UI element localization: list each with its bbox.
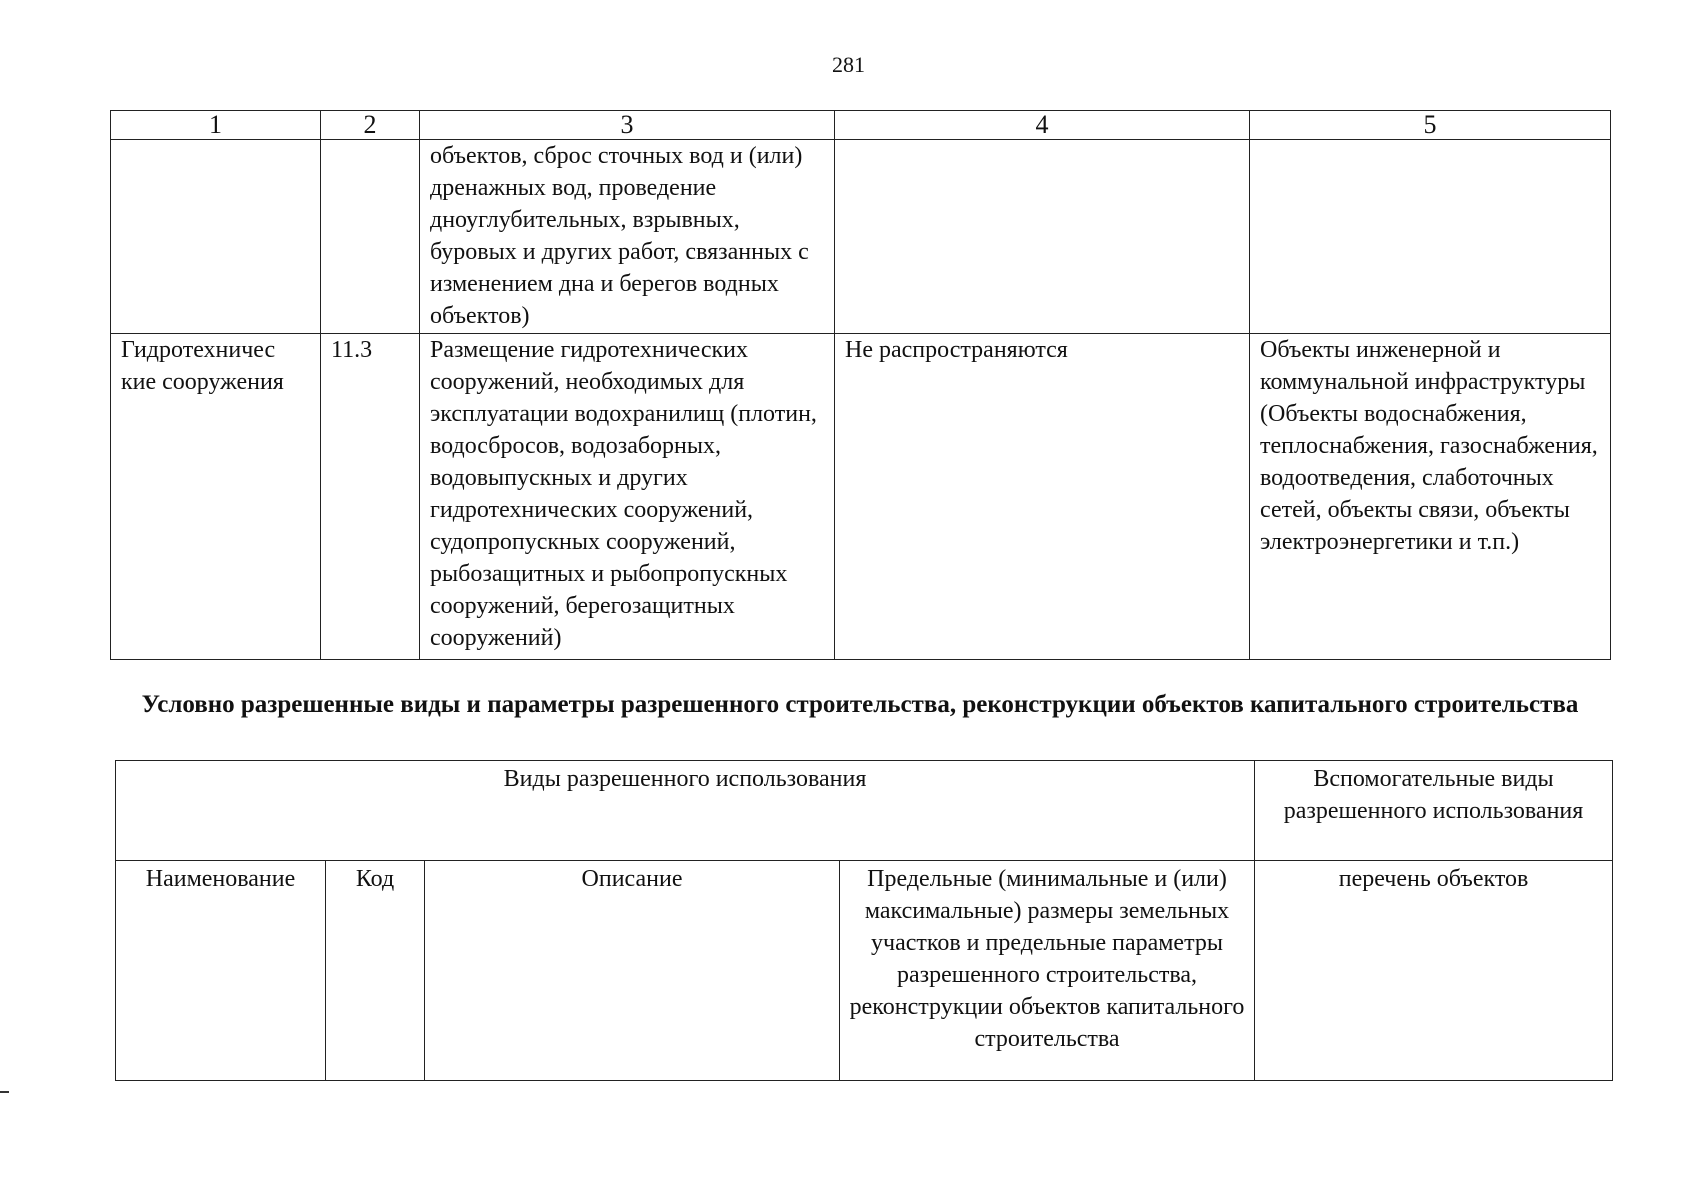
column-header-row <box>116 861 1613 1081</box>
header-description: Описание <box>425 861 840 1081</box>
page-number: 281 <box>832 52 865 77</box>
column-number: 1 <box>111 111 321 140</box>
header-parameters: Предельные (минимальные и (или) максимальные) размеры земельных участков и предельные параметры разрешенного строительства, реконструкции объектов капитального строительства <box>840 861 1255 1081</box>
aux-header: Вспомогательные виды разрешенного использования <box>1255 761 1613 861</box>
permitted-uses-table <box>110 110 1611 660</box>
cell-code: 11.3 <box>321 334 420 660</box>
group-header: Виды разрешенного использования <box>116 761 1255 861</box>
column-number: 4 <box>835 111 1250 140</box>
group-header-row <box>116 761 1613 861</box>
cell-parameters <box>835 140 1250 334</box>
header-code: Код <box>326 861 425 1081</box>
cell-description: Размещение гидротехнических сооружений, необходимых для эксплуатации водохранилищ (плотин, водосбросов, водозаборных, водовыпускных и других гидротехнических сооружений, судопропускных сооружений, рыбозащитных и рыбопропускных сооружений, берегозащитных сооружений) <box>420 334 835 660</box>
column-number: 5 <box>1250 111 1611 140</box>
cell-description: объектов, сброс сточных вод и (или) дренажных вод, проведение дноуглубительных, взрывных, буровых и других работ, связанных с изменением дна и берегов водных объектов) <box>420 140 835 334</box>
column-number: 2 <box>321 111 420 140</box>
column-number: 3 <box>420 111 835 140</box>
table-row <box>111 140 1611 334</box>
column-number-row <box>111 111 1611 140</box>
conditional-uses-table <box>115 760 1613 1081</box>
margin-mark <box>0 1091 9 1093</box>
cell-name <box>111 140 321 334</box>
cell-parameters: Не распространяются <box>835 334 1250 660</box>
table-row <box>111 334 1611 660</box>
section-title: Условно разрешенные виды и параметры разрешенного строительства, реконструкции объектов капитального строительства <box>141 691 1579 718</box>
cell-code <box>321 140 420 334</box>
cell-name: Гидротехничес кие сооружения <box>111 334 321 660</box>
header-name: Наименование <box>116 861 326 1081</box>
cell-auxiliary <box>1250 140 1611 334</box>
cell-auxiliary: Объекты инженерной и коммунальной инфраструктуры (Объекты водоснабжения, теплоснабжения, газоснабжения, водоотведения, слаботочных сетей, объекты связи, объекты электроэнергетики и т.п.) <box>1250 334 1611 660</box>
header-auxiliary: перечень объектов <box>1255 861 1613 1081</box>
